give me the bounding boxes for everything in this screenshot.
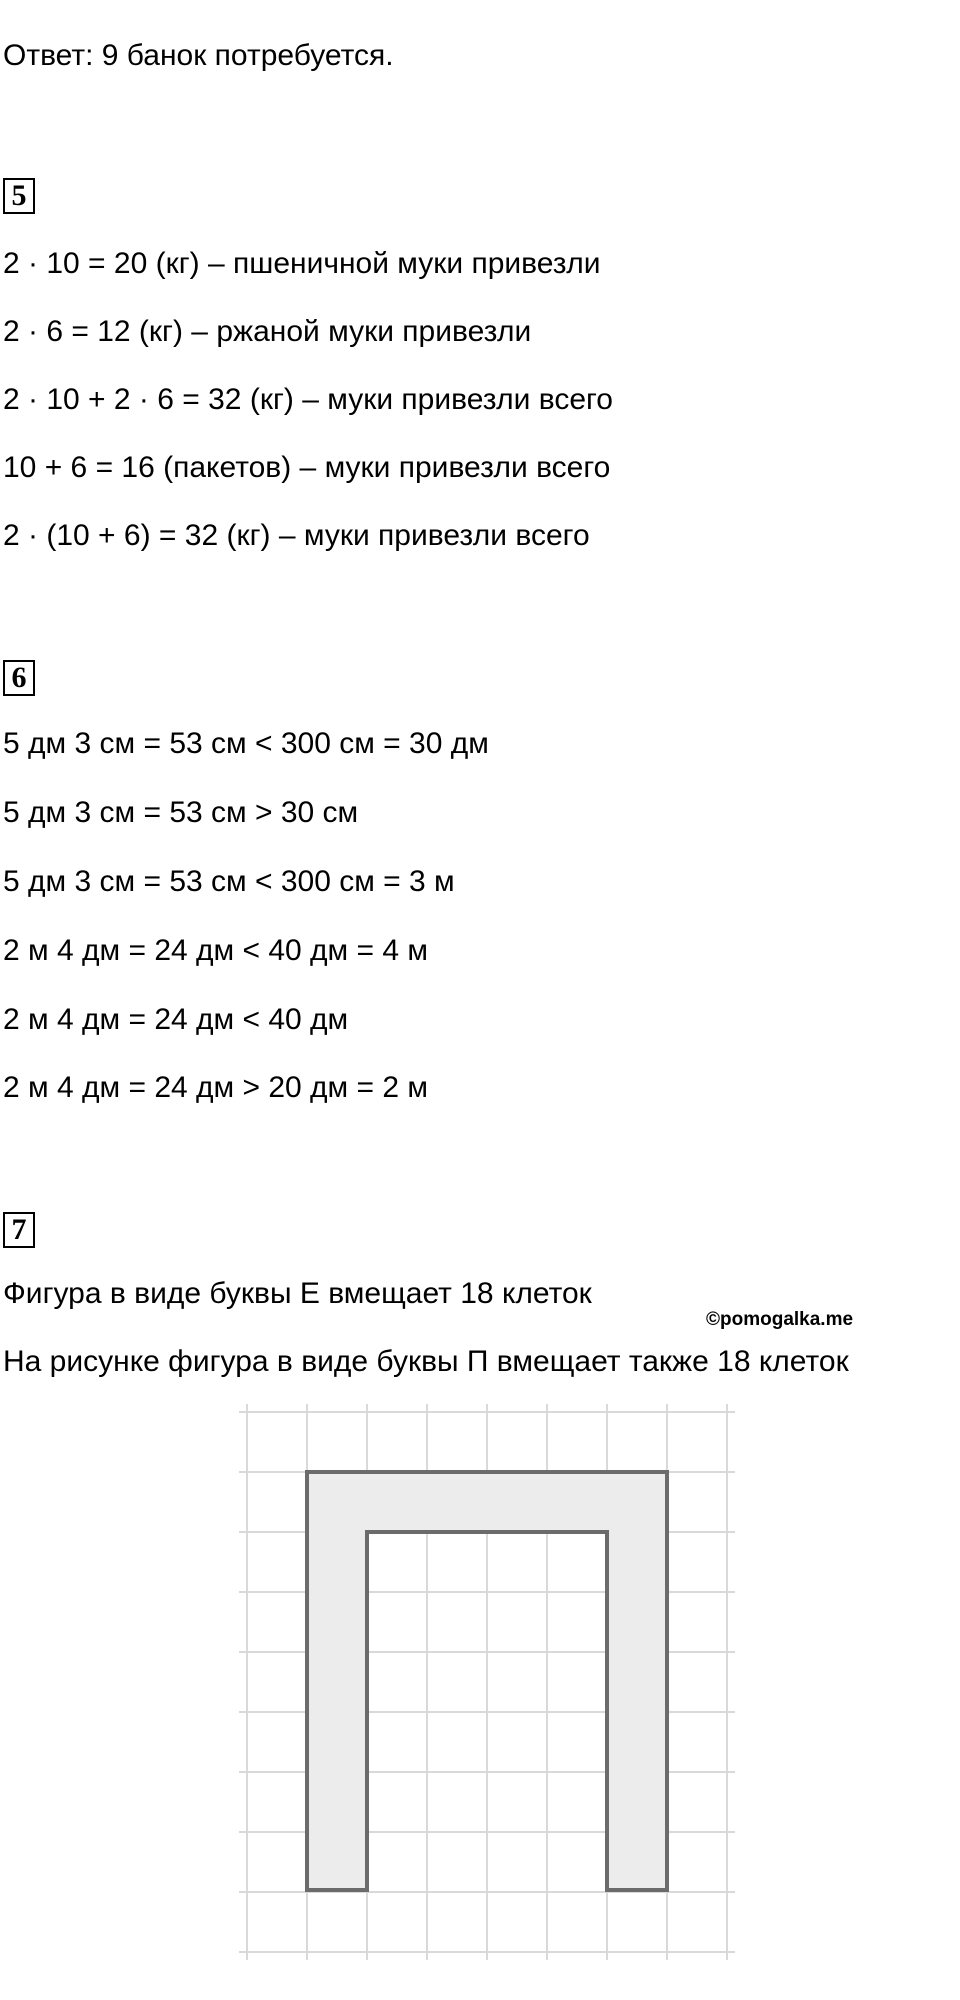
task6-line-2: 5 дм 3 см = 53 см > 30 см (3, 796, 359, 829)
task5-line-3: 2 · 10 + 2 · 6 = 32 (кг) – муки привезли всего (3, 383, 613, 416)
task6-line-6: 2 м 4 дм = 24 дм > 20 дм = 2 м (3, 1071, 429, 1104)
task-number-6: 6 (3, 660, 35, 696)
watermark: ©pomogalka.me (706, 1309, 854, 1330)
task7-line-1: Фигура в виде буквы Е вмещает 18 клеток (3, 1277, 592, 1310)
task5-line-5: 2 · (10 + 6) = 32 (кг) – муки привезли всего (3, 519, 590, 552)
task6-line-5: 2 м 4 дм = 24 дм < 40 дм (3, 1003, 349, 1036)
task-number-5: 5 (3, 178, 35, 214)
task6-line-3: 5 дм 3 см = 53 см < 300 см = 3 м (3, 865, 455, 898)
task5-line-2: 2 · 6 = 12 (кг) – ржаной муки привезли (3, 315, 532, 348)
task5-line-1: 2 · 10 = 20 (кг) – пшеничной муки привезли (3, 247, 601, 280)
task6-line-4: 2 м 4 дм = 24 дм < 40 дм = 4 м (3, 934, 429, 967)
task-number-7: 7 (3, 1212, 35, 1248)
answer-line: Ответ: 9 банок потребуется. (3, 39, 394, 72)
task7-line-2: На рисунке фигура в виде буквы П вмещает также 18 клеток (3, 1345, 849, 1378)
task5-line-4: 10 + 6 = 16 (пакетов) – муки привезли всего (3, 451, 611, 484)
task6-line-1: 5 дм 3 см = 53 см < 300 см = 30 дм (3, 727, 489, 760)
